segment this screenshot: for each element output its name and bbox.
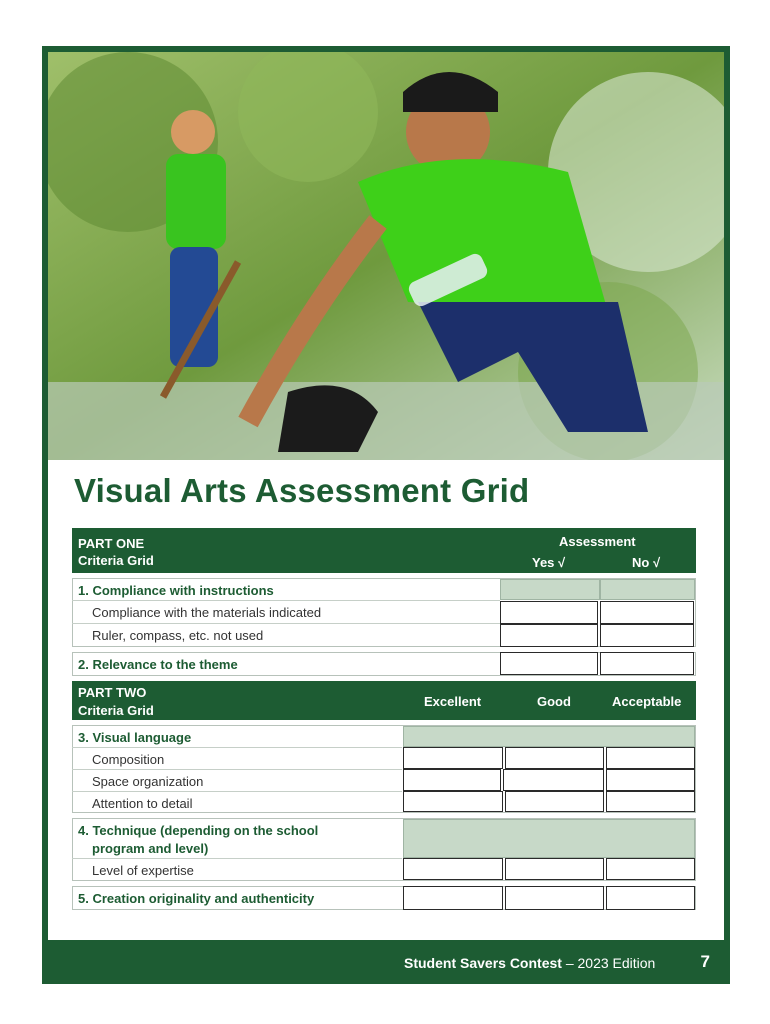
part-two-subheading: Criteria Grid (78, 703, 154, 718)
section-1-title: 1. Compliance with instructions (78, 583, 274, 598)
section-3-item-2: Space organization (92, 774, 204, 789)
checkbox-originality-acceptable[interactable] (606, 886, 695, 910)
part-one-heading: PART ONE (78, 536, 145, 551)
part-one-subheading: Criteria Grid (78, 553, 154, 568)
checkbox-detail-good[interactable] (505, 791, 604, 812)
section-3-item-1: Composition (92, 752, 165, 767)
footer-edition: – 2023 Edition (561, 955, 656, 971)
yes-label: Yes √ (532, 555, 566, 570)
page-footer (42, 940, 730, 984)
part-one-header (72, 528, 696, 573)
checkbox-detail-excellent[interactable] (403, 791, 503, 812)
checkbox-originality-excellent[interactable] (403, 886, 503, 910)
part-two-header (72, 681, 696, 720)
checkbox-detail-acceptable[interactable] (606, 791, 695, 812)
checkbox-composition-excellent[interactable] (403, 747, 503, 769)
section-4-header-cell (403, 819, 695, 858)
acceptable-label: Acceptable (612, 694, 682, 709)
section-2-title: 2. Relevance to the theme (78, 657, 238, 672)
section-1-yes-header-cell (500, 579, 600, 600)
checkbox-expertise-acceptable[interactable] (606, 858, 695, 880)
page-number: 7 (700, 952, 710, 971)
section-4-item-1: Level of expertise (92, 863, 194, 878)
checkbox-ruler-yes[interactable] (500, 624, 598, 647)
checkbox-space-excellent[interactable] (403, 769, 501, 791)
section-1-item-1: Compliance with the materials indicated (92, 605, 322, 620)
excellent-label: Excellent (424, 694, 482, 709)
checkbox-expertise-good[interactable] (505, 858, 604, 880)
footer-text (404, 955, 655, 971)
section-3-header-cell (403, 726, 695, 747)
section-1-item-2: Ruler, compass, etc. not used (92, 628, 264, 643)
section-4-title-line-2: program and level) (92, 841, 209, 856)
no-label: No √ (632, 555, 661, 570)
assessment-label: Assessment (559, 534, 636, 549)
hero-photo (48, 52, 724, 460)
checkbox-composition-acceptable[interactable] (606, 747, 695, 769)
section-4-title-line-1: 4. Technique (depending on the school (78, 823, 319, 838)
part-two-heading: PART TWO (78, 685, 147, 700)
section-5-title: 5. Creation originality and authenticity (78, 891, 315, 906)
footer-contest: Student Savers Contest (404, 955, 562, 971)
checkbox-originality-good[interactable] (505, 886, 604, 910)
checkbox-ruler-no[interactable] (600, 624, 694, 647)
checkbox-space-acceptable[interactable] (606, 769, 695, 791)
checkbox-space-good[interactable] (503, 769, 604, 791)
checkbox-materials-yes[interactable] (500, 601, 598, 624)
checkbox-relevance-yes[interactable] (500, 652, 598, 675)
section-1-no-header-cell (600, 579, 695, 600)
section-3-title: 3. Visual language (78, 730, 192, 745)
good-label: Good (537, 694, 571, 709)
checkbox-expertise-excellent[interactable] (403, 858, 503, 880)
checkbox-relevance-no[interactable] (600, 652, 694, 675)
checkbox-materials-no[interactable] (600, 601, 694, 624)
checkbox-composition-good[interactable] (505, 747, 604, 769)
section-3-item-3: Attention to detail (92, 796, 193, 811)
page-title: Visual Arts Assessment Grid (74, 472, 530, 509)
